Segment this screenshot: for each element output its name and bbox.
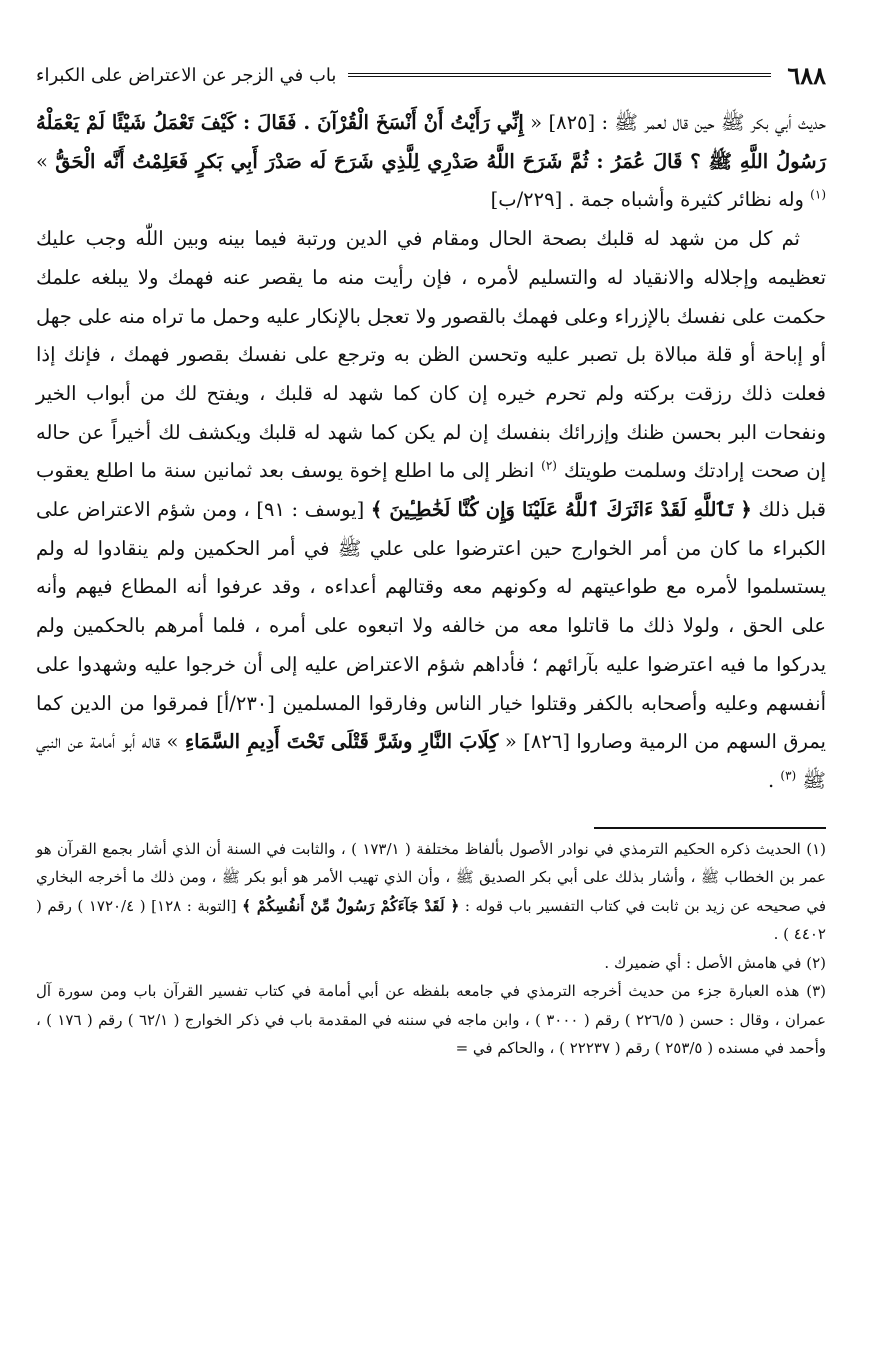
text-run: » [36, 149, 56, 173]
text-run: . [768, 768, 781, 792]
text-run: انظر إلى ما اطلع إخوة يوسف بعد ثمانين سنة ما اطلع يعقوب قبل ذلك [36, 459, 826, 522]
footnotes [36, 835, 826, 1063]
hadith-quote: كِلَابَ النَّارِ وشَرَّ قَتْلَى تَحْتَ أَدِيمِ السَّمَاءِ [184, 730, 499, 754]
chapter-title: باب في الزجر عن الاعتراض على الكبراء [36, 64, 337, 86]
text-run: وله نظائر كثيرة وأشباه جمة . [٢٢٩/ب] [490, 188, 811, 212]
quran-verse: ﴿ تَٱللَّهِ لَقَدْ ءَاثَرَكَ ٱللَّهُ عَلَيْنَا وَإِن كُنَّا لَخَٰطِـِٔينَ ﴾ [370, 498, 752, 522]
book-page [36, 58, 826, 1063]
paragraph-1 [36, 104, 826, 220]
text-run: [التوبة : ١٢٨] ( ١٧٢٠/٤ ) رقم ( ٤٤٠٢ ) . [36, 896, 826, 944]
footnote-ref-1: (١) [810, 187, 826, 202]
hadith-quote: إِنِّي رَأَيْتُ أَنْ أَنْسَخَ الْقُرْآنَ . فَقَالَ : كَيْفَ تَعْمَلُ شَيْئًا لَمْ يَعْمَلْهُ رَسُولُ اللَّهِ ﷺ ؟ قَالَ عُمَرُ : ثُمَّ شَرَحَ اللَّهُ صَدْرِي لِلَّذِي شَرَحَ لَه صَدْرَ أَبِي بَكرٍ فَعَلِمْتُ أَنَّه الْحَقُّ [36, 111, 826, 173]
text-run: [يوسف : ٩١] ، ومن شؤم الاعتراض على الكبراء ما كان من أمر الخوارج حين اعترضوا على علي ﷺ في أمر الحكمين ولم ينقادوا له ولم يستسلموا لأمره مع طواعيتهم له وكونهم معه وقتالهم أعداءه ، وقد عرفوا أنه المطاع فيهم وأنه على الحق ، ولولا ذلك ما قاتلوا معه من خالفه ولا اتبعوه على أمره ، فلما أمرهم بالحكمين ولم يدركوا ما فيه اعترضوا عليه بآرائهم ؛ فأداهم شؤم الاعتراض عليه إلى أن خرجوا عليه وشهدوا على أنفسهم وعليه وأصحابه بالكفر وقتلوا خيار الناس وفارقوا المسلمين [٢٣٠/أ] فمرقوا من الدين كما يمرق السهم من الرمية وصاروا [٨٢٦] « [36, 498, 826, 754]
header-double-rule [348, 73, 771, 77]
text-run: (١) الحديث ذكره الحكيم الترمذي في نوادر الأصول بألفاظ مختلفة ( ١٧٣/١ ) ، والثابت في السنة أن الذي أشار بجمع القرآن هو عمر بن الخطاب ﷺ ، وأشار بذلك على أبي بكر الصديق ﷺ ، وأن الذي تهيب الأمر هو أبو بكر ﷺ ، ومن ذلك ما أخرجه البخاري في صحيحه عن زيد بن ثابت في كتاب التفسير باب قوله : [36, 839, 826, 915]
running-header [36, 58, 826, 92]
main-text [36, 104, 826, 801]
footnote-ref-2: (٢) [541, 458, 557, 473]
text-run: » قاله أبو أمامة عن النبي ﷺ [36, 730, 826, 792]
footnote-2: (٢) في هامش الأصل : أي ضميرك . [604, 953, 826, 972]
footnote-ref-3: (٣) [780, 768, 797, 783]
footnote-3: (٣) هذه العبارة جزء من حديث أخرجه الترمذي في جامعه بلفظه عن أبي أمامة في كتاب تفسير القرآن باب ومن سورة آل عمران ، وقال : حسن ( ٢٢٦/٥ ) رقم ( ٣٠٠٠ ) ، وابن ماجه في سننه في المقدمة باب في ذكر الخوارج ( ٦٢/١ ) رقم ( ١٧٦ ) ، وأحمد في مسنده ( ٢٥٣/٥ ) رقم ( ٢٢٢٣٧ ) ، والحاكم في = [36, 982, 827, 1058]
footnote-1 [36, 835, 826, 949]
footnote-divider [594, 827, 826, 829]
paragraph-2 [36, 220, 826, 801]
quran-verse: ﴿ لَقَدْ جَآءَكُمْ رَسُولٌ مِّنْ أَنفُسِكُمْ ﴾ [242, 896, 460, 915]
text-run: ثم كل من شهد له قلبك بصحة الحال ومقام في الدين ورتبة فيما بينه وبين اللّٰه وجب عليك تعظيمه وإجلاله والانقياد له والتسليم لأمره ، فإن رأيت منه ما يقصر عنه فهمك ولا يبلغه علمك حكمت على نفسك بالإزراء وعلى فهمك بالقصور ولا تعجل بالإنكار عليه وحمل ما تراه منه على جهل أو إباحة أو قلة مبالاة بل تصبر عليه وتحسن الظن به وترجع على نفسك بقصور فهمك ، فإنك إذا فعلت ذلك رزقت بركته ولم تحرم خيره إن كان كما شهد له قلبك ، ويفتح لك من أبواب الخير ونفحات البر بحسن ظنك وإزرائك بنفسك إن لم يكن كما شهد له قلبك ويكشف لك أخيراً عن حاله إن صحت إرادتك وسلمت طويتك [36, 227, 826, 483]
text-run: حديث أبي بكر ﷺ حين قال لعمر ﷺ : [٨٢٥] « [523, 111, 826, 134]
page-number: ٦٨٨ [787, 60, 826, 90]
